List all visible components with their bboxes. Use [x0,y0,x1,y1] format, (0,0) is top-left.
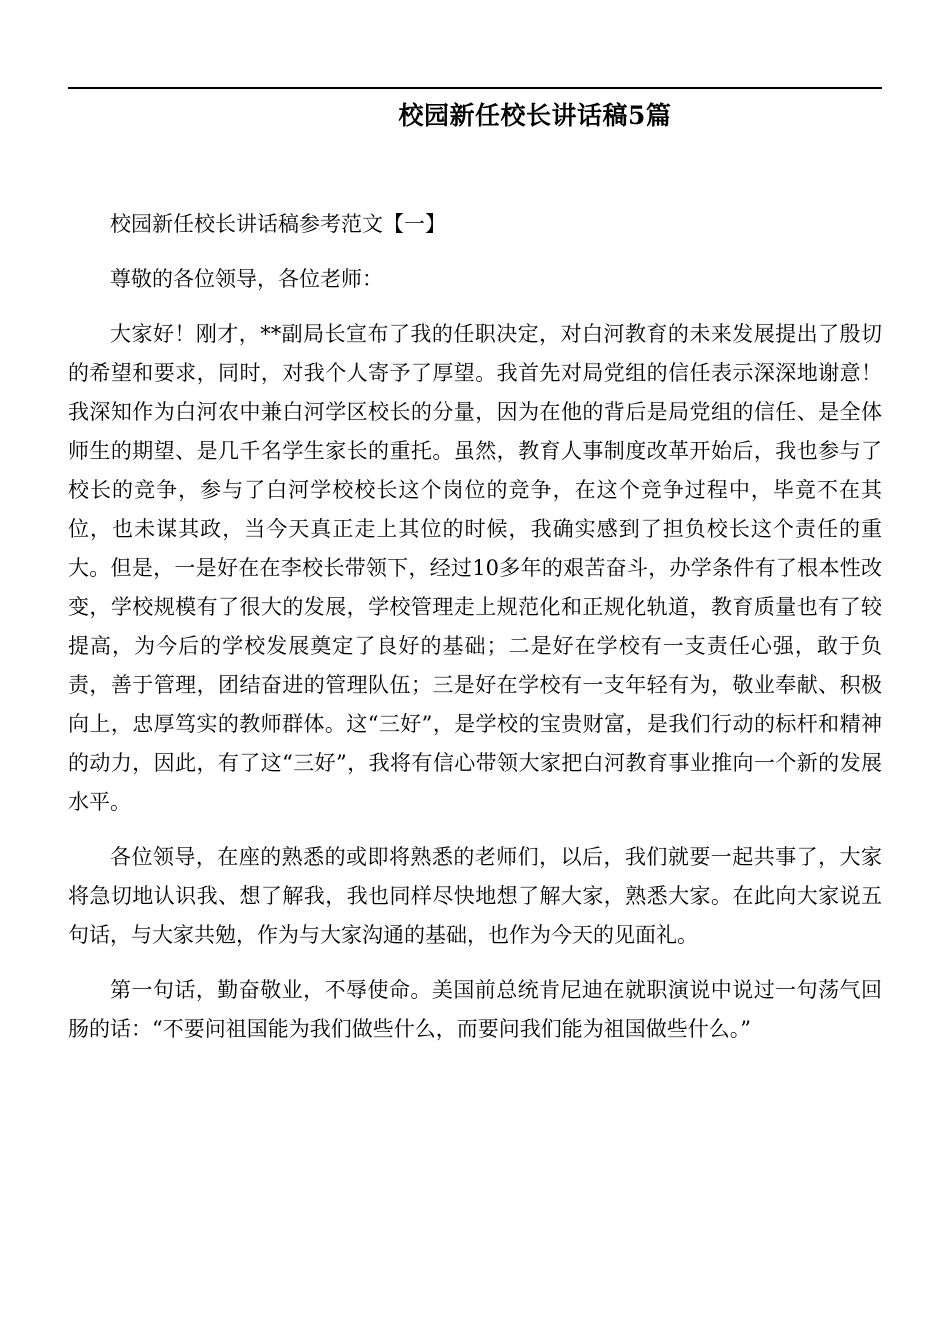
salutation: 尊敬的各位领导，各位老师： [110,267,383,291]
body-paragraph: 各位领导，在座的熟悉的或即将熟悉的老师们，以后，我们就要一起共事了，大家将急切地认识我、想了解我，我也同样尽快地想了解大家，熟悉大家。在此向大家说五句话，与大家共勉，作为与大家沟通的基础，也作为今天的见面礼。 [68,845,882,947]
body-paragraph: 大家好！刚才，**副局长宣布了我的任职决定，对白河教育的未来发展提出了殷切的希望和要求，同时，对我个人寄予了厚望。我首先对局党组的信任表示深深地谢意！我深知作为白河农中兼白河学区校长的分量，因为在他的背后是局党组的信任、是全体师生的期望、是几千名学生家长的重托。虽然，教育人事制度改革开始后，我也参与了校长的竞争，参与了白河学校校长这个岗位的竞争，在这个竞争过程中，毕竟不在其位，也未谋其政，当今天真正走上其位的时候，我确实感到了担负校长这个责任的重大。但是，一是好在在李校长带领下，经过10多年的艰苦奋斗，办学条件有了根本性改变，学校规模有了很大的发展，学校管理走上规范化和正规化轨道，教育质量也有了较提高，为今后的学校发展奠定了良好的基础；二是好在学校有一支责任心强，敢于负责，善于管理，团结奋进的管理队伍；三是好在学校有一支年轻有为，敬业奉献、积极向上，忠厚笃实的教师群体。这“三好”，是学校的宝贵财富，是我们行动的标杆和精神的动力，因此，有了这“三好”，我将有信心带领大家把白河教育事业推向一个新的发展水平。 [68,322,882,814]
document-title: 校园新任校长讲话稿5篇 [398,101,672,130]
section-heading: 校园新任校长讲话稿参考范文【一】 [110,212,446,236]
document-body [68,205,882,1065]
header-rule [68,87,882,89]
body-paragraph: 第一句话，勤奋敬业，不辱使命。美国前总统肯尼迪在就职演说中说过一句荡气回肠的话：“不要问祖国能为我们做些什么，而要问我们能为祖国做些什么。” [68,978,882,1041]
